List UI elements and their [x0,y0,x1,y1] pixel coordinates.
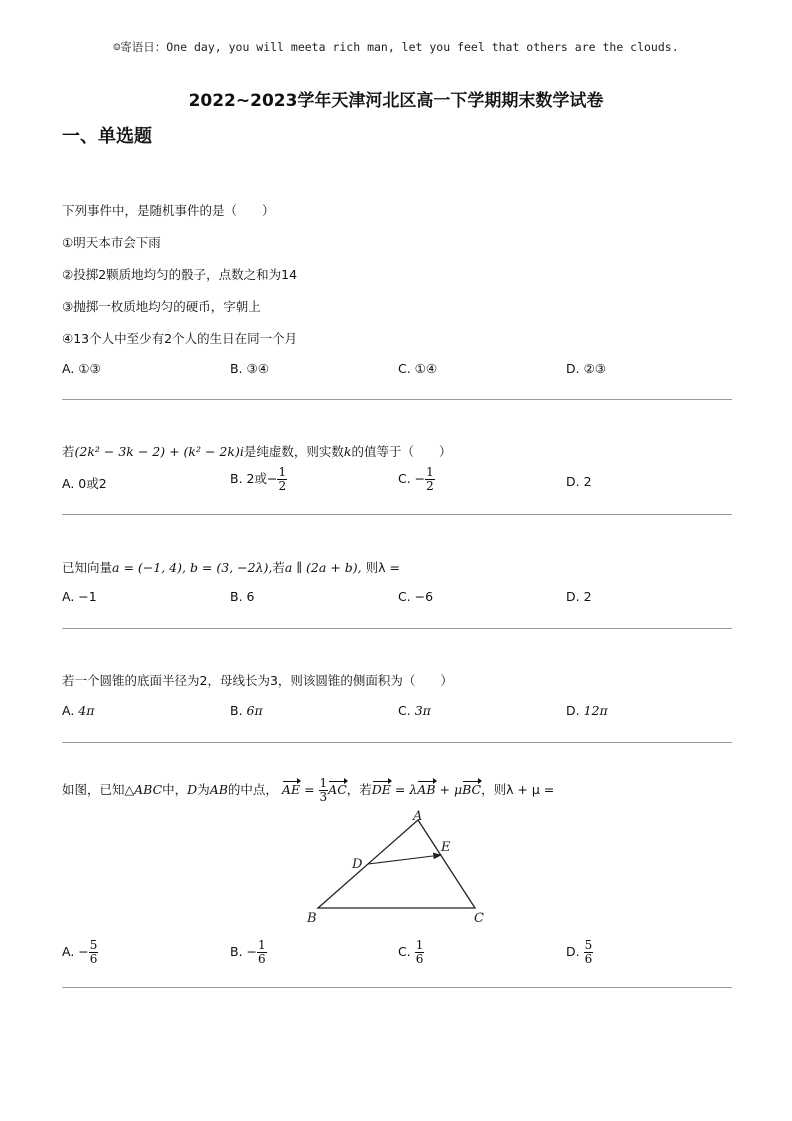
q2-mid: 是纯虚数，则实数 [243,444,344,459]
option-fraction [257,939,267,966]
fraction-numerator: 1 [426,465,434,479]
q5-option-a [62,939,98,966]
q2-option-c [398,466,435,493]
label-a: A [413,809,423,824]
q1-option-d: D. ②③ [566,361,606,376]
q5-text: 的中点， [227,782,278,797]
q1-item-1: ①明天本市会下雨 [62,235,161,250]
q2-variable: k [343,444,352,459]
page-title: 2022~2023学年天津河北区高一下学期期末数学试卷 [188,91,604,111]
q1-option-c: C. ①④ [398,361,438,376]
q3-vector-b: b = (3, −2λ), [189,560,273,575]
q5-text: 中， [162,782,188,797]
q5-text: ，若 [346,782,372,797]
option-fraction [89,939,99,966]
q5-text: 为 [197,782,210,797]
q3-option-d: D. 2 [566,589,592,604]
q5-vector-ab: AB [417,782,436,797]
fraction-denominator: 2 [278,479,287,493]
q1-item-4: ④13个人中至少有2个人的生日在同一个月 [62,331,298,346]
option-value: 6π [246,703,263,718]
q4-option-d [566,703,608,718]
q5-stem [62,777,554,804]
q5-option-d [566,939,593,966]
q3-post: 则λ = [365,560,400,575]
q5-equals: = [304,782,315,797]
q5-vector-ac: AC [328,782,347,797]
fraction-denominator: 6 [89,952,98,966]
q1-item-2: ②投掷2颗质地均匀的骰子，点数之和为14 [62,267,298,282]
fraction-numerator: 5 [89,938,98,952]
q2-option-b-fraction [277,466,287,493]
option-label: A. − [62,944,89,959]
fraction-denominator: 6 [415,952,424,966]
option-value: 3π [414,703,431,718]
fraction-numerator: 1 [258,938,266,952]
option-label: A. [62,703,75,718]
q5-text: 如图，已知△ [62,782,135,797]
q3-pre: 已知向量 [62,560,113,575]
q2-option-c-label: C. − [398,471,426,486]
fraction-numerator: 1 [278,465,287,479]
q2-post: 的值等于（ ） [351,444,452,459]
q4-option-a [62,703,94,718]
q3-stem [62,558,400,576]
q5-vector-bc: BC [462,782,482,797]
q3-option-b: B. 6 [230,589,255,604]
fraction-denominator: 3 [319,790,328,804]
label-c: C [474,911,484,926]
option-fraction [415,939,425,966]
divider-4 [62,742,732,743]
fraction-denominator: 6 [584,952,593,966]
label-e: E [441,840,451,855]
q2-option-b [230,466,287,493]
option-label: B. − [230,944,257,959]
q5-lambda: = λ [394,782,418,797]
q2-stem [62,442,451,460]
label-b: B [307,911,317,926]
option-label: D. [566,944,580,959]
option-label: D. [566,703,580,718]
q2-option-a: A. 0或2 [62,476,107,491]
q5-option-b [230,939,267,966]
q1-item-3: ③抛掷一枚质地均匀的硬币，字朝上 [62,299,261,314]
option-fraction [584,939,594,966]
section-heading: 一、单选题 [62,126,152,147]
divider-1 [62,399,732,400]
q4-option-b [230,703,263,718]
q1-option-a: A. ①③ [62,361,101,376]
q4-stem: 若一个圆锥的底面半径为2，母线长为3，则该圆锥的侧面积为（ ） [62,673,453,688]
option-label: C. [398,703,411,718]
q2-option-c-fraction [425,466,435,493]
q2-option-b-label: B. 2或− [230,471,278,486]
divider-2 [62,514,732,515]
q4-option-c [398,703,431,718]
q1-stem: 下列事件中，是随机事件的是（ ） [62,203,275,218]
option-label: C. [398,944,411,959]
q5-point-d: D [187,782,198,797]
q3-vector-a: a = (−1, 4), [112,560,186,575]
q2-option-d: D. 2 [566,474,592,489]
q2-expression: (2k² − 3k − 2) + (k² − 2k)i [74,444,244,459]
q5-mu: + μ [439,782,463,797]
fraction-numerator: 1 [319,776,328,790]
q5-segment-ab: AB [209,782,228,797]
option-label: B. [230,703,243,718]
q2-pre: 若 [62,444,75,459]
q3-option-a: A. −1 [62,589,97,604]
q5-vector-de: DE [371,782,391,797]
fraction-numerator: 1 [415,938,424,952]
fraction-denominator: 2 [426,479,434,493]
option-value: 12π [583,703,608,718]
q5-triangle: ABC [134,782,163,797]
triangle-abc [318,820,475,908]
fraction-denominator: 6 [258,952,266,966]
option-value: 4π [78,703,95,718]
q1-option-b: B. ③④ [230,361,269,376]
q5-text: ，则λ + μ = [481,782,555,797]
q3-mid: 若 [272,560,285,575]
vector-de-arrow [368,855,441,864]
divider-5 [62,987,732,988]
triangle-figure [300,805,500,930]
motto-line: ☺寄语日：One day, you will meeta rich man, let you feel that others are the clouds. [113,40,679,54]
q3-parallel: a ∥ (2a + b), [284,560,362,575]
q3-option-c: C. −6 [398,589,434,604]
divider-3 [62,628,732,629]
q5-fraction [319,777,329,804]
fraction-numerator: 5 [584,938,593,952]
label-d: D [352,857,363,872]
q5-vector-ae: AE [281,782,301,797]
q5-option-c [398,939,424,966]
